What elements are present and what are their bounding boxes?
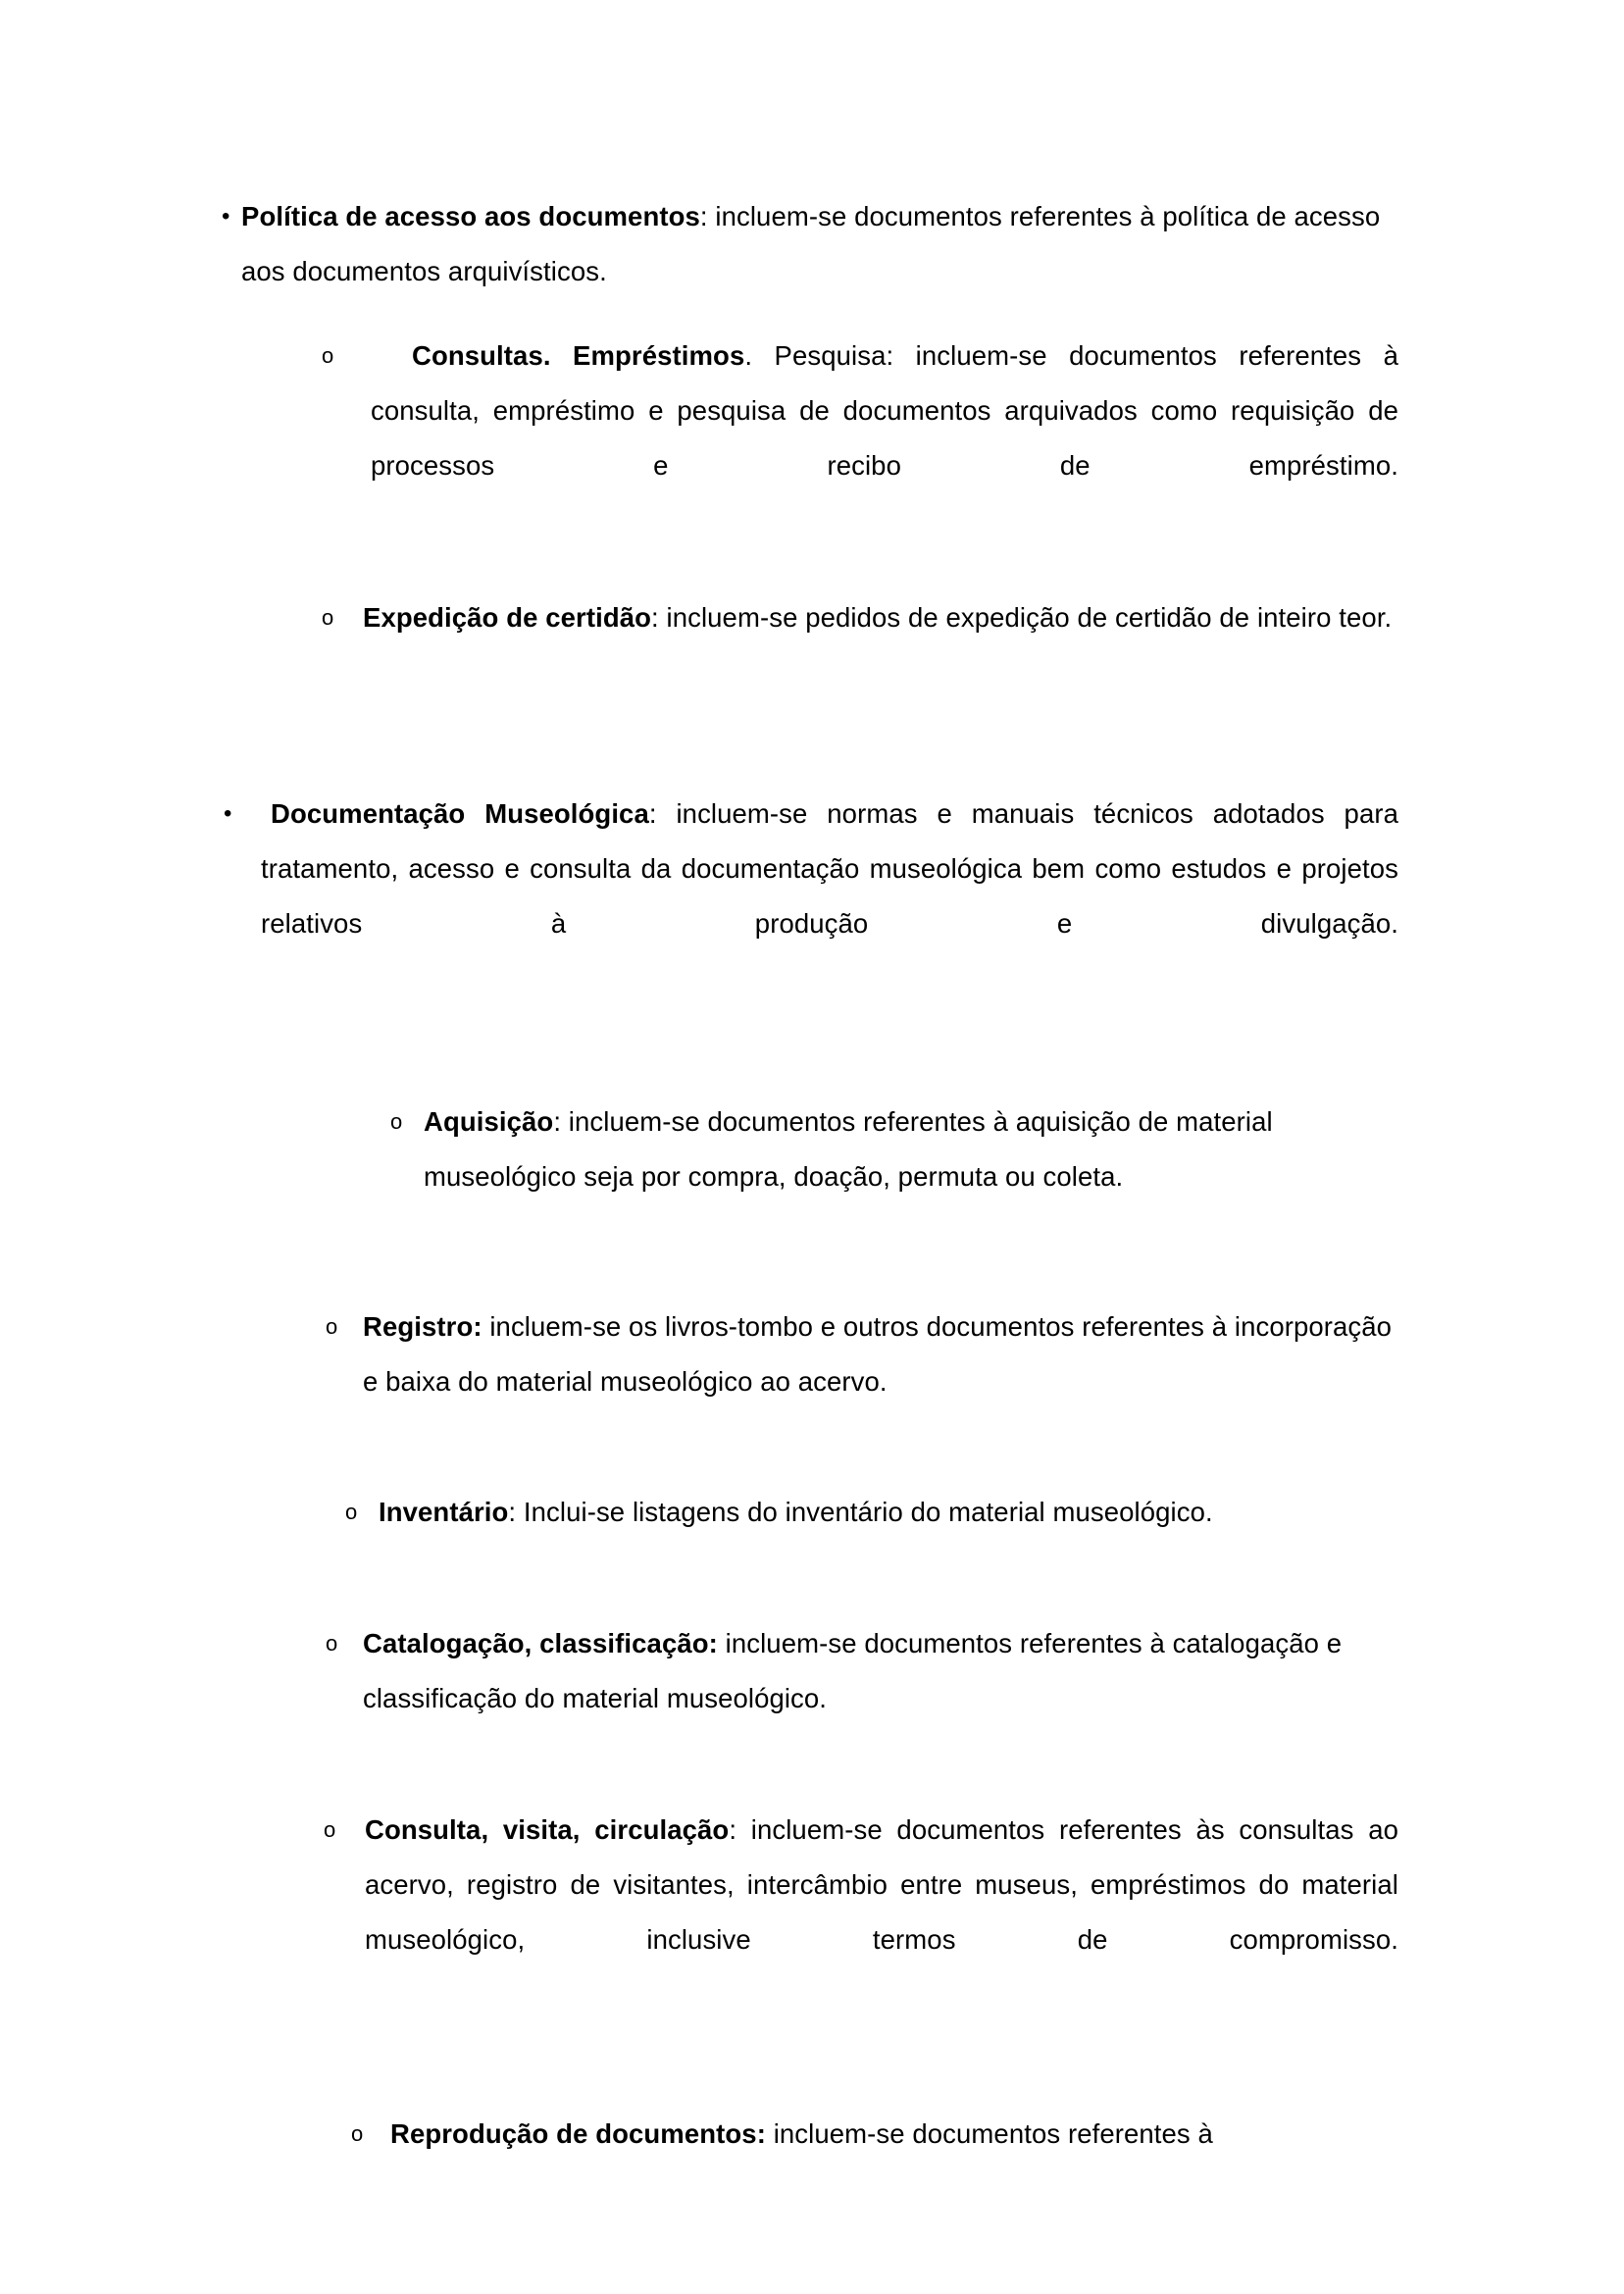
- paragraph-rest-politica-acesso: : incluem-se documentos referentes à política de acesso aos documentos arquivísticos.: [241, 201, 1381, 286]
- paragraph-rest-consultas-emprestimos: . Pesquisa: incluem-se documentos referentes à consulta, empréstimo e pesquisa de documentos arquivados como requisição de processos e recibo de empréstimo.: [371, 340, 1398, 481]
- paragraph-lead-reproducao-documentos: Reprodução de documentos:: [390, 2118, 766, 2149]
- paragraph-lead-expedicao-certidao: Expedição de certidão: [363, 602, 652, 633]
- paragraph-rest-catalogacao-classificacao: incluem-se documentos referentes à catalogação e classificação do material museológico.: [363, 1628, 1343, 1713]
- bullet-marker-circle-consulta-visita: o: [324, 1817, 336, 1842]
- bullet-marker-circle-expedicao: o: [322, 605, 334, 630]
- paragraph-rest-expedicao-certidao: : incluem-se pedidos de expedição de certidão de inteiro teor.: [651, 602, 1393, 633]
- bullet-marker-circle-reproducao: o: [351, 2121, 364, 2146]
- paragraph-lead-consulta-visita-circulacao: Consulta, visita, circulação: [365, 1814, 730, 1845]
- paragraph-consulta-visita-circulacao: [365, 1803, 1398, 2022]
- bullet-marker-circle-registro: o: [326, 1314, 338, 1339]
- paragraph-lead-aquisicao: Aquisição: [424, 1106, 554, 1137]
- paragraph-politica-acesso: [241, 189, 1398, 299]
- bullet-marker-disc-documentacao: •: [224, 800, 232, 827]
- paragraph-rest-inventario: : Inclui-se listagens do inventário do material museológico.: [508, 1497, 1213, 1527]
- bullet-marker-disc: •: [222, 203, 230, 229]
- paragraph-inventario: [379, 1485, 1418, 1540]
- paragraph-lead-catalogacao-classificacao: Catalogação, classificação:: [363, 1628, 718, 1658]
- paragraph-rest-reproducao-documentos: incluem-se documentos referentes à: [765, 2118, 1213, 2149]
- paragraph-rest-documentacao-museologica: : incluem-se normas e manuais técnicos adotados para tratamento, acesso e consulta da documentação museológica bem como estudos e projetos relativos à produção e divulgação.: [261, 798, 1398, 939]
- paragraph-aquisicao: [424, 1095, 1398, 1204]
- paragraph-lead-politica-acesso: Política de acesso aos documentos: [241, 201, 700, 231]
- paragraph-documentacao-museologica: [261, 787, 1398, 1006]
- paragraph-rest-registro: incluem-se os livros-tombo e outros documentos referentes à incorporação e baixa do material museológico ao acervo.: [363, 1311, 1393, 1397]
- paragraph-rest-consulta-visita-circulacao: : incluem-se documentos referentes às consultas ao acervo, registro de visitantes, intercâmbio entre museus, empréstimos do material museológico, inclusive termos de compromisso.: [365, 1814, 1398, 1955]
- paragraph-expedicao-certidao: [363, 590, 1398, 645]
- paragraph-lead-inventario: Inventário: [379, 1497, 509, 1527]
- paragraph-catalogacao-classificacao: [363, 1616, 1389, 1726]
- paragraph-consultas-emprestimos: [371, 329, 1398, 548]
- paragraph-lead-consultas-emprestimos: Consultas. Empréstimos: [412, 340, 745, 371]
- paragraph-lead-registro: Registro:: [363, 1311, 482, 1342]
- paragraph-lead-documentacao-museologica: Documentação Museológica: [271, 798, 649, 829]
- bullet-marker-circle-inventario: o: [345, 1500, 358, 1524]
- paragraph-reproducao-documentos: [390, 2107, 1410, 2162]
- paragraph-rest-aquisicao: : incluem-se documentos referentes à aquisição de material museológico seja por compra, doação, permuta ou coleta.: [424, 1106, 1273, 1192]
- bullet-marker-circle-aquisicao: o: [390, 1109, 403, 1134]
- paragraph-registro: [363, 1300, 1406, 1409]
- bullet-marker-circle-consultas: o: [322, 343, 334, 368]
- bullet-marker-circle-catalogacao: o: [326, 1631, 338, 1656]
